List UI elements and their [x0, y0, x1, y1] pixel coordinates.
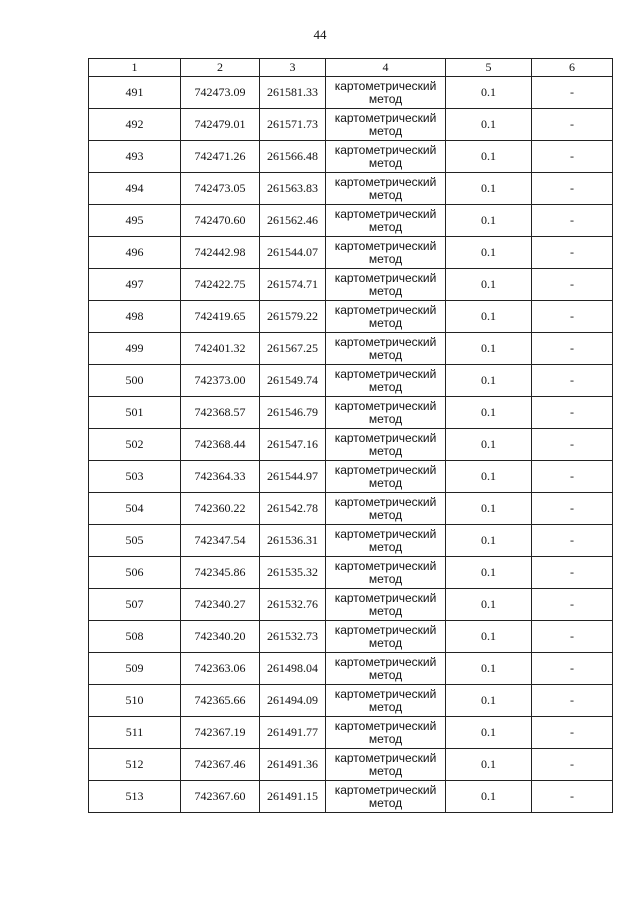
method-cell [326, 141, 446, 173]
method-line-1: картометрический [334, 430, 437, 445]
header-col-6: 6 [532, 59, 613, 77]
y-coordinate-cell: 261547.16 [260, 429, 326, 461]
y-coordinate-cell: 261536.31 [260, 525, 326, 557]
accuracy-cell: 0.1 [446, 557, 532, 589]
point-number-cell: 491 [89, 77, 181, 109]
method-cell [326, 749, 446, 781]
method-line-1: картометрический [334, 718, 437, 733]
point-number-cell: 497 [89, 269, 181, 301]
method-line-1: картометрический [334, 622, 437, 637]
page-number: 44 [313, 27, 327, 42]
accuracy-cell: 0.1 [446, 77, 532, 109]
method-cell [326, 173, 446, 205]
point-number-cell: 503 [89, 461, 181, 493]
table-row [89, 173, 613, 205]
method-line-1: картометрический [334, 654, 437, 669]
method-line-2: метод [368, 347, 403, 362]
method-cell [326, 301, 446, 333]
method-line-1: картометрический [334, 110, 437, 125]
description-cell: - [532, 141, 613, 173]
method-line-2: метод [368, 571, 403, 586]
method-line-1: картометрический [334, 462, 437, 477]
x-coordinate-cell: 742473.09 [181, 77, 260, 109]
x-coordinate-cell: 742347.54 [181, 525, 260, 557]
y-coordinate-cell: 261494.09 [260, 685, 326, 717]
accuracy-cell: 0.1 [446, 141, 532, 173]
description-cell: - [532, 685, 613, 717]
description-cell: - [532, 365, 613, 397]
method-cell [326, 493, 446, 525]
table-row [89, 205, 613, 237]
method-line-2: метод [368, 219, 403, 234]
y-coordinate-cell: 261491.36 [260, 749, 326, 781]
description-cell: - [532, 109, 613, 141]
method-cell [326, 589, 446, 621]
x-coordinate-cell: 742367.60 [181, 781, 260, 813]
point-number-cell: 511 [89, 717, 181, 749]
method-line-1: картометрический [334, 494, 437, 509]
accuracy-cell: 0.1 [446, 749, 532, 781]
point-number-cell: 498 [89, 301, 181, 333]
description-cell: - [532, 397, 613, 429]
method-line-1: картометрический [334, 142, 437, 157]
method-line-2: метод [368, 251, 403, 266]
accuracy-cell: 0.1 [446, 685, 532, 717]
method-line-2: метод [368, 123, 403, 138]
accuracy-cell: 0.1 [446, 717, 532, 749]
method-cell [326, 205, 446, 237]
accuracy-cell: 0.1 [446, 109, 532, 141]
accuracy-cell: 0.1 [446, 589, 532, 621]
point-number-cell: 500 [89, 365, 181, 397]
x-coordinate-cell: 742367.46 [181, 749, 260, 781]
method-line-1: картометрический [334, 302, 437, 317]
x-coordinate-cell: 742363.06 [181, 653, 260, 685]
point-number-cell: 509 [89, 653, 181, 685]
method-line-1: картометрический [334, 590, 437, 605]
description-cell: - [532, 205, 613, 237]
y-coordinate-cell: 261546.79 [260, 397, 326, 429]
method-line-2: метод [368, 731, 403, 746]
method-line-1: картометрический [334, 750, 437, 765]
y-coordinate-cell: 261535.32 [260, 557, 326, 589]
description-cell: - [532, 749, 613, 781]
point-number-cell: 512 [89, 749, 181, 781]
y-coordinate-cell: 261532.76 [260, 589, 326, 621]
description-cell: - [532, 589, 613, 621]
coordinates-table [88, 58, 613, 813]
method-line-2: метод [368, 187, 403, 202]
point-number-cell: 496 [89, 237, 181, 269]
table-row [89, 717, 613, 749]
table-row [89, 781, 613, 813]
method-line-2: метод [368, 283, 403, 298]
method-cell [326, 461, 446, 493]
table-row [89, 365, 613, 397]
x-coordinate-cell: 742340.27 [181, 589, 260, 621]
x-coordinate-cell: 742473.05 [181, 173, 260, 205]
description-cell: - [532, 429, 613, 461]
method-cell [326, 77, 446, 109]
x-coordinate-cell: 742419.65 [181, 301, 260, 333]
point-number-cell: 494 [89, 173, 181, 205]
method-cell [326, 621, 446, 653]
table-row [89, 109, 613, 141]
accuracy-cell: 0.1 [446, 397, 532, 429]
table-row [89, 557, 613, 589]
method-line-1: картометрический [334, 782, 437, 797]
point-number-cell: 492 [89, 109, 181, 141]
y-coordinate-cell: 261491.77 [260, 717, 326, 749]
accuracy-cell: 0.1 [446, 461, 532, 493]
method-cell [326, 685, 446, 717]
description-cell: - [532, 301, 613, 333]
x-coordinate-cell: 742365.66 [181, 685, 260, 717]
header-col-5: 5 [446, 59, 532, 77]
table-row [89, 237, 613, 269]
point-number-cell: 504 [89, 493, 181, 525]
method-line-2: метод [368, 699, 403, 714]
table-row [89, 301, 613, 333]
description-cell: - [532, 173, 613, 205]
x-coordinate-cell: 742479.01 [181, 109, 260, 141]
method-line-1: картометрический [334, 206, 437, 221]
y-coordinate-cell: 261544.07 [260, 237, 326, 269]
y-coordinate-cell: 261491.15 [260, 781, 326, 813]
y-coordinate-cell: 261563.83 [260, 173, 326, 205]
x-coordinate-cell: 742422.75 [181, 269, 260, 301]
method-line-1: картометрический [334, 238, 437, 253]
table-row [89, 493, 613, 525]
method-cell [326, 781, 446, 813]
y-coordinate-cell: 261498.04 [260, 653, 326, 685]
table-row [89, 333, 613, 365]
table-row [89, 269, 613, 301]
table-body [89, 77, 613, 813]
table-row [89, 429, 613, 461]
header-row [89, 59, 613, 77]
table-row [89, 621, 613, 653]
accuracy-cell: 0.1 [446, 365, 532, 397]
description-cell: - [532, 653, 613, 685]
x-coordinate-cell: 742373.00 [181, 365, 260, 397]
method-line-2: метод [368, 155, 403, 170]
method-cell [326, 333, 446, 365]
accuracy-cell: 0.1 [446, 653, 532, 685]
method-line-1: картометрический [334, 78, 437, 93]
method-cell [326, 269, 446, 301]
y-coordinate-cell: 261579.22 [260, 301, 326, 333]
point-number-cell: 495 [89, 205, 181, 237]
y-coordinate-cell: 261581.33 [260, 77, 326, 109]
method-cell [326, 109, 446, 141]
method-cell [326, 429, 446, 461]
point-number-cell: 506 [89, 557, 181, 589]
point-number-cell: 510 [89, 685, 181, 717]
method-line-2: метод [368, 411, 403, 426]
table-row [89, 461, 613, 493]
method-line-2: метод [368, 91, 403, 106]
y-coordinate-cell: 261566.48 [260, 141, 326, 173]
y-coordinate-cell: 261562.46 [260, 205, 326, 237]
accuracy-cell: 0.1 [446, 781, 532, 813]
method-line-2: метод [368, 635, 403, 650]
method-line-1: картометрический [334, 686, 437, 701]
description-cell: - [532, 781, 613, 813]
method-cell [326, 365, 446, 397]
method-line-1: картометрический [334, 366, 437, 381]
method-line-1: картометрический [334, 270, 437, 285]
y-coordinate-cell: 261567.25 [260, 333, 326, 365]
accuracy-cell: 0.1 [446, 205, 532, 237]
method-line-2: метод [368, 507, 403, 522]
x-coordinate-cell: 742345.86 [181, 557, 260, 589]
description-cell: - [532, 237, 613, 269]
x-coordinate-cell: 742471.26 [181, 141, 260, 173]
accuracy-cell: 0.1 [446, 525, 532, 557]
description-cell: - [532, 77, 613, 109]
method-line-1: картометрический [334, 334, 437, 349]
table-row [89, 397, 613, 429]
point-number-cell: 502 [89, 429, 181, 461]
description-cell: - [532, 333, 613, 365]
accuracy-cell: 0.1 [446, 429, 532, 461]
description-cell: - [532, 461, 613, 493]
point-number-cell: 499 [89, 333, 181, 365]
header-col-3: 3 [260, 59, 326, 77]
method-cell [326, 525, 446, 557]
table-row [89, 685, 613, 717]
x-coordinate-cell: 742360.22 [181, 493, 260, 525]
y-coordinate-cell: 261571.73 [260, 109, 326, 141]
method-line-2: метод [368, 443, 403, 458]
x-coordinate-cell: 742340.20 [181, 621, 260, 653]
y-coordinate-cell: 261574.71 [260, 269, 326, 301]
accuracy-cell: 0.1 [446, 621, 532, 653]
method-cell [326, 557, 446, 589]
method-cell [326, 717, 446, 749]
method-cell [326, 397, 446, 429]
accuracy-cell: 0.1 [446, 301, 532, 333]
accuracy-cell: 0.1 [446, 493, 532, 525]
method-line-1: картометрический [334, 526, 437, 541]
method-line-2: метод [368, 539, 403, 554]
method-line-1: картометрический [334, 558, 437, 573]
header-col-2: 2 [181, 59, 260, 77]
point-number-cell: 505 [89, 525, 181, 557]
description-cell: - [532, 557, 613, 589]
method-line-2: метод [368, 603, 403, 618]
accuracy-cell: 0.1 [446, 237, 532, 269]
x-coordinate-cell: 742368.44 [181, 429, 260, 461]
method-line-2: метод [368, 315, 403, 330]
table-row [89, 77, 613, 109]
description-cell: - [532, 621, 613, 653]
description-cell: - [532, 717, 613, 749]
x-coordinate-cell: 742364.33 [181, 461, 260, 493]
method-line-2: метод [368, 379, 403, 394]
header-col-4: 4 [326, 59, 446, 77]
table-row [89, 589, 613, 621]
accuracy-cell: 0.1 [446, 333, 532, 365]
method-line-2: метод [368, 763, 403, 778]
point-number-cell: 513 [89, 781, 181, 813]
y-coordinate-cell: 261532.73 [260, 621, 326, 653]
x-coordinate-cell: 742401.32 [181, 333, 260, 365]
header-col-1: 1 [89, 59, 181, 77]
table-row [89, 653, 613, 685]
y-coordinate-cell: 261544.97 [260, 461, 326, 493]
point-number-cell: 501 [89, 397, 181, 429]
method-line-2: метод [368, 667, 403, 682]
point-number-cell: 493 [89, 141, 181, 173]
description-cell: - [532, 525, 613, 557]
accuracy-cell: 0.1 [446, 173, 532, 205]
method-line-1: картометрический [334, 174, 437, 189]
y-coordinate-cell: 261549.74 [260, 365, 326, 397]
method-cell [326, 237, 446, 269]
method-line-2: метод [368, 795, 403, 810]
description-cell: - [532, 269, 613, 301]
x-coordinate-cell: 742368.57 [181, 397, 260, 429]
x-coordinate-cell: 742442.98 [181, 237, 260, 269]
x-coordinate-cell: 742470.60 [181, 205, 260, 237]
table-row [89, 749, 613, 781]
method-cell [326, 653, 446, 685]
x-coordinate-cell: 742367.19 [181, 717, 260, 749]
method-line-1: картометрический [334, 398, 437, 413]
accuracy-cell: 0.1 [446, 269, 532, 301]
y-coordinate-cell: 261542.78 [260, 493, 326, 525]
table-row [89, 141, 613, 173]
table-row [89, 525, 613, 557]
method-line-2: метод [368, 475, 403, 490]
point-number-cell: 508 [89, 621, 181, 653]
point-number-cell: 507 [89, 589, 181, 621]
description-cell: - [532, 493, 613, 525]
